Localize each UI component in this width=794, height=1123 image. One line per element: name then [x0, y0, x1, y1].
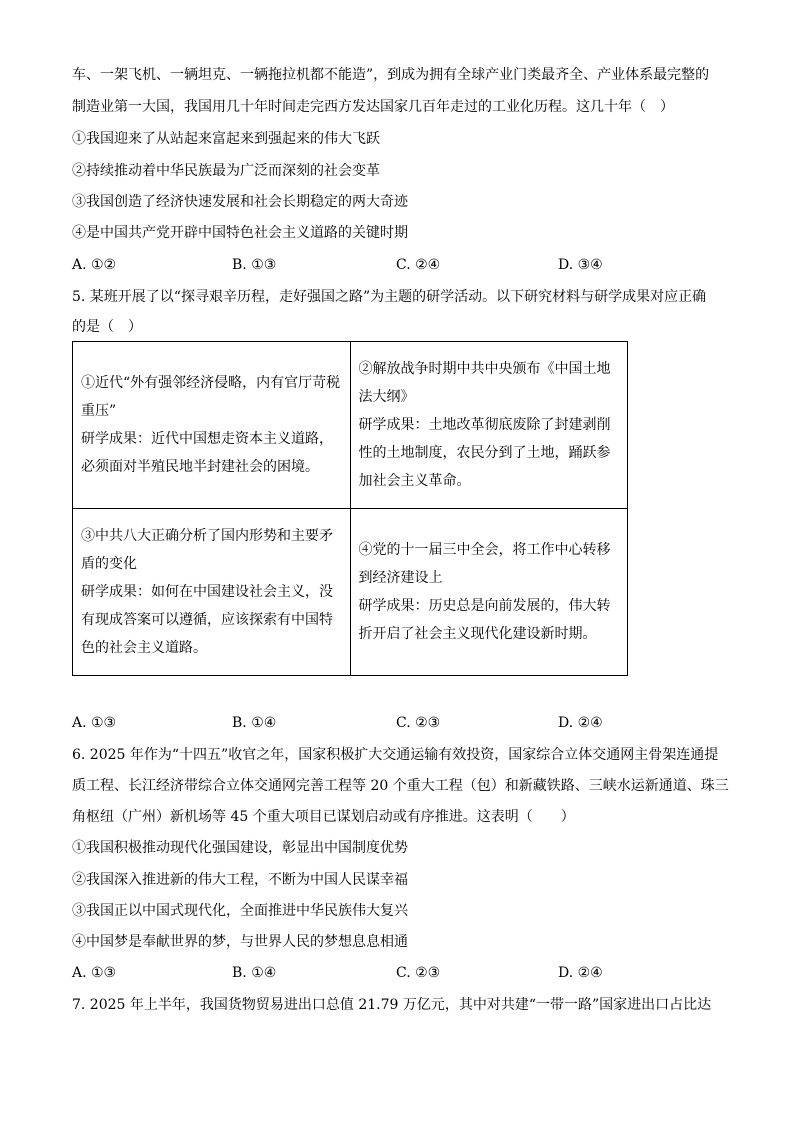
q6-option-d: D. ②④ [558, 965, 603, 981]
q5-cell-4 [350, 509, 628, 676]
q5-option-d: D. ②④ [558, 715, 603, 731]
q4-statement-1: ①我国迎来了从站起来富起来到强起来的伟大飞跃 [72, 131, 380, 147]
q6-statement-1: ①我国积极推动现代化强国建设，彰显出中国制度优势 [72, 840, 408, 856]
q6-option-c: C. ②③ [396, 965, 441, 981]
q5-cell-2 [350, 342, 628, 509]
q6-stem-line-2: 质工程、长江经济带综合立体交通网完善工程等 20 个重大工程（包）和新藏铁路、三峡水运新通道、珠三 [72, 778, 729, 794]
q5-cell-3-result: 研学成果：如何在中国建设社会主义，没有现成答案可以遵循，应该探索有中国特色的社会主义道路。 [81, 584, 333, 656]
q6-stem-line-3: 角枢纽（广州）新机场等 45 个重大项目已谋划启动或有序推进。这表明（ ） [72, 809, 575, 825]
q5-cell-1-result: 研学成果：近代中国想走资本主义道路，必须面对半殖民地半封建社会的困境。 [81, 431, 333, 475]
q5-stem-line-1: 5. 某班开展了以“探寻艰辛历程，走好强国之路”为主题的研学活动。以下研究材料与研学成果对应正确 [72, 289, 707, 305]
q4-stem-line-1: 车、一架飞机、一辆坦克、一辆拖拉机都不能造”，到成为拥有全球产业门类最齐全、产业体系最完整的 [72, 67, 710, 83]
q4-option-b: B. ①③ [232, 257, 277, 273]
q5-cell-4-material: ④党的十一届三中全会，将工作中心转移到经济建设上 [358, 542, 611, 586]
q6-stem-line-1: 6. 2025 年作为“十四五”收官之年，国家积极扩大交通运输有效投资，国家综合立体交通网主骨架连通提 [72, 747, 719, 763]
q6-statement-2: ②我国深入推进新的伟大工程，不断为中国人民谋幸福 [72, 872, 408, 888]
q4-statement-2: ②持续推动着中华民族最为广泛而深刻的社会变革 [72, 163, 380, 179]
q5-option-a: A. ①③ [72, 715, 117, 731]
q4-option-c: C. ②④ [396, 257, 441, 273]
q5-cell-1 [73, 342, 351, 509]
q5-option-b: B. ①④ [232, 715, 277, 731]
q6-option-b: B. ①④ [232, 965, 277, 981]
q5-cell-2-result: 研学成果：土地改革彻底废除了封建剥削性的土地制度，农民分到了土地，踊跃参加社会主义革命。 [358, 417, 611, 489]
q6-option-a: A. ①③ [72, 965, 117, 981]
q5-cell-1-material: ①近代“外有强邻经济侵略，内有官厅苛税重压” [81, 375, 341, 419]
q4-stem-line-2: 制造业第一大国，我国用几十年时间走完西方发达国家几百年走过的工业化历程。这几十年（ ） [72, 99, 674, 115]
q6-statement-3: ③我国正以中国式现代化，全面推进中华民族伟大复兴 [72, 903, 408, 919]
q5-cell-3-material: ③中共八大正确分析了国内形势和主要矛盾的变化 [81, 528, 333, 572]
q7-stem-line-1: 7. 2025 年上半年，我国货物贸易进出口总值 21.79 万亿元，其中对共建“一带一路”国家进出口占比达 [72, 997, 712, 1013]
q5-cell-4-result: 研学成果：历史总是向前发展的，伟大转折开启了社会主义现代化建设新时期。 [358, 598, 611, 642]
q5-cell-3 [73, 509, 351, 676]
q5-option-c: C. ②③ [396, 715, 441, 731]
q4-option-a: A. ①② [72, 257, 117, 273]
q5-cell-2-material: ②解放战争时期中共中央颁布《中国土地法大纲》 [358, 361, 611, 405]
q5-stem-line-2: 的是（ ） [72, 319, 142, 335]
q6-statement-4: ④中国梦是奉献世界的梦，与世界人民的梦想息息相通 [72, 934, 408, 950]
q4-statement-3: ③我国创造了经济快速发展和社会长期稳定的两大奇迹 [72, 194, 408, 210]
q5-material-table [72, 341, 628, 676]
q4-option-d: D. ③④ [558, 257, 603, 273]
q4-statement-4: ④是中国共产党开辟中国特色社会主义道路的关键时期 [72, 225, 408, 241]
